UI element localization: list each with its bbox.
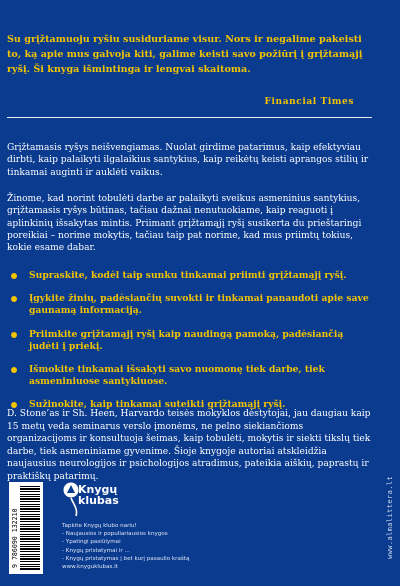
- club-name-line-2: klubas: [78, 494, 119, 507]
- bullet-text: Supraskite, kodėl taip sunku tinkamai priimti grįžtamąjį ryšį.: [29, 270, 347, 281]
- bullet-text: Įgykite žinių, padėsiančių suvokti ir tinkamai panaudoti apie save gaunamą informaciją.: [29, 293, 369, 317]
- bullet-text: Priimkite grįžtamąjį ryšį kaip naudingą pamoką, padėsiančią judėti į priekį.: [29, 328, 344, 352]
- club-name: [78, 484, 119, 506]
- bullet-dot-icon: [11, 332, 17, 338]
- club-list-item: - Naujausios ir populiariausios knygos: [62, 531, 168, 538]
- bullet-dot-icon: [11, 296, 17, 302]
- club-list-item: - Knygų pristatymai ir ...: [62, 547, 130, 554]
- club-name-line-1: Knygų: [78, 483, 118, 496]
- bullet-dot-icon: [11, 367, 17, 373]
- publisher-url[interactable]: www.almalittera.lt: [386, 475, 394, 559]
- second-paragraph: Žinome, kad norint tobulėti darbe ar palaikyti sveikus asmeninius santykius, grįžtamasis ryšys būtinas, tačiau dažnai nenutuokiame, kaip reaguoti į aplinkinių išsakytas mintis. Priimant grįžtamąjį ryšį susikerta du prieštaringi poreikiai – norime mokytis, tačiau taip pat norime, kad mus priimtų tokius, kokie esame dabar.: [7, 194, 362, 254]
- bullet-item: [7, 364, 372, 388]
- isbn-number: 9 786090 132210: [11, 508, 19, 568]
- barcode-bars: [20, 486, 40, 570]
- club-list-item: - Ypatingi pasiūlymai: [62, 539, 121, 546]
- bullet-item: [7, 270, 372, 282]
- isbn-barcode: [9, 482, 43, 574]
- bullet-text: Sužinokite, kaip tinkamai suteikti grįžtamąjį ryšį.: [29, 399, 286, 411]
- review-quote: Su grįžtamuoju ryšiu susiduriame visur. Nors ir negalime pakeisti to, ką apie mus galvoja kiti, galime keisti savo požiūrį į grįžtamąjį ryšį. Ši knyga išmintinga ir lengvai skaitoma.: [7, 34, 363, 75]
- authors-paragraph: D. Stone’as ir Sh. Heen, Harvardo teisės mokyklos dėstytojai, jau daugiau kaip 15 metų veda seminarus verslo įmonėms, ne pelno siekiančioms organizacijoms ir konsultuoja šeimas, kaip tobulėti, mokytis ir siekti tikslų tiek darbe, tiek asmeniniame gyvenime. Šioje knygoje autoriai atskleidžia naujausius neurologijos ir psichologijos atradimus, pateikia aiškių, paprastų ir praktiškų patarimų.: [7, 409, 371, 482]
- bullet-item: [7, 329, 372, 353]
- club-list-item[interactable]: www.knyguklubas.lt: [62, 564, 118, 571]
- club-list-item: - Knygų pristatymas į bet kurį pasaulio kraštą: [62, 555, 190, 562]
- club-list-item: Tapkite Knygų klubo nariu!: [62, 523, 137, 529]
- quote-source: Financial Times: [264, 97, 354, 107]
- bullet-list: [7, 270, 372, 423]
- intro-paragraph: Grįžtamasis ryšys neišvengiamas. Nuolat girdime patarimus, kaip efektyviau dirbti, kaip palaikyti ilgalaikius santykius, kaip reikėtų keisti aprangos stilių ir tinkamai auginti ir auklėti vaikus.: [7, 143, 369, 178]
- divider: [7, 117, 372, 118]
- club-benefits-list: [62, 522, 189, 571]
- bullet-text: Išmokite tinkamai išsakyti savo nuomonę tiek darbe, tiek asmeniniuose santykiuose.: [29, 364, 325, 387]
- bullet-dot-icon: [11, 273, 17, 279]
- publisher-url-vertical: [383, 452, 393, 562]
- bullet-item: [7, 293, 372, 317]
